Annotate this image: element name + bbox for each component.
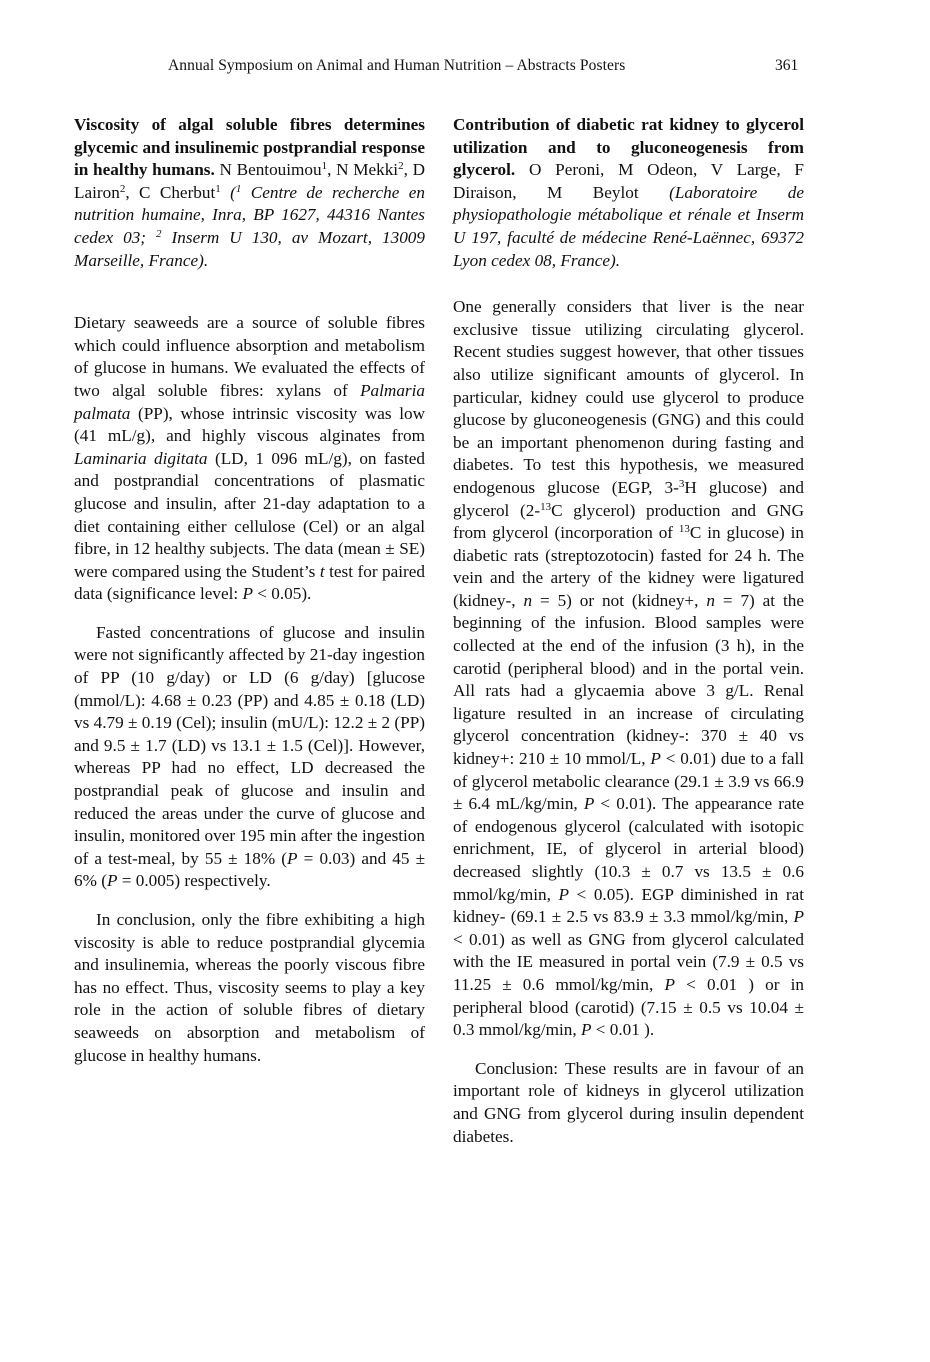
affiliation-open: ( <box>230 182 236 202</box>
isotope-superscript: 13 <box>540 500 552 513</box>
affiliation-text: Centre de recherche en nutrition humaine, Inra, BP 1627, 44316 Nantes cedex 03; <box>74 182 426 247</box>
text-run: Dietary seaweeds are a source of soluble fibres which could influence absorption and metabolism of glucose in humans. We evaluated the effects of two algal soluble fibres: xylans of <box>74 313 425 400</box>
affiliation-text: Inserm U 130, av Mozart, 13009 Marseille, France). <box>74 227 425 270</box>
abstract-left <box>74 114 425 1067</box>
text-run: One generally considers that liver is the near exclusive tissue utilizing circulating glycerol. Recent studies suggest however, that other tissues also utilize significant amounts of glycerol. In particular, kidney could use glycerol to produce glucose by gluconeogenesis (GNG) and this could be an important phenomenon during fasting and diabetes. To test this hypothesis, we measured endogenous glucose (EGP, 3- <box>453 297 804 497</box>
text-run: C glycerol) production and GNG from glycerol (incorporation of <box>453 500 804 543</box>
abstract-heading <box>453 114 804 272</box>
abstract-title: Contribution of diabetic rat kidney to glycerol utilization and to gluconeogenesis from glycerol. <box>453 115 804 180</box>
paragraph <box>453 296 804 1042</box>
text-run-italic: P <box>580 1020 592 1040</box>
text-run: = 5) or not (kidney+, <box>532 590 707 610</box>
text-run-italic: P <box>793 907 804 927</box>
abstract-heading <box>74 114 425 272</box>
text-run-italic: Laminaria digitata <box>74 448 208 468</box>
text-run: C in glucose) in diabetic rats (streptozotocin) fasted for 24 h. The vein and the artery of the kidney were ligatured (kidney-, <box>453 523 804 610</box>
text-run-italic: t <box>319 561 325 581</box>
text-run: (LD, 1 096 mL/g), on fasted and postprandial concentrations of plasmatic glucose and insulin, after 21-day adaptation to a diet containing either cellulose (Cel) or an algal fibre, in 12 healthy subjects. The data (mean ± SE) were compared using the Student’s <box>74 448 425 581</box>
text-run: < 0.05). EGP diminished in rat kidney- (69.1 ± 2.5 vs 83.9 ± 3.3 mmol/kg/min, <box>453 884 804 927</box>
paragraph: In conclusion, only the fibre exhibiting a high viscosity is able to reduce postprandial glycemia and insulinemia, whereas the poorly viscous fibre has no effect. Thus, viscosity seems to play a key role in the action of soluble fibres of dietary seaweeds on absorption and metabolism of glucose in healthy humans. <box>74 910 425 1065</box>
author-list: O Peroni, M Odeon, V Large, F Diraison, M Beylot <box>453 160 804 202</box>
page-number: 361 <box>775 57 799 74</box>
isotope-superscript: 3 <box>678 477 685 490</box>
running-header: Annual Symposium on Animal and Human Nutrition – Abstracts Posters <box>168 57 626 74</box>
text-run: = 0.03) and 45 ± 6% ( <box>74 848 425 891</box>
text-run: test for paired data (significance level: <box>74 561 425 604</box>
author-affil-marker: 2 <box>119 182 126 195</box>
text-run-italic: n <box>523 590 533 610</box>
author: , D Lairon <box>74 160 426 202</box>
text-run-italic: P <box>650 749 661 769</box>
author-affil-marker: 1 <box>321 160 328 173</box>
paragraph <box>74 312 425 606</box>
text-run: < 0.05). <box>252 584 312 604</box>
paragraph: Conclusion: These results are in favour of an important role of kidneys in glycerol utilization and GNG from glycerol during insulin dependent diabetes. <box>453 1058 804 1146</box>
text-run: Fasted concentrations of glucose and insulin were not significantly affected by 21-day ingestion of PP (10 g/day) or LD (6 g/day) [glucose (mmol/L): 4.68 ± 0.23 (PP) and 4.85 ± 0.18 (LD) vs 4.79 ± 0.19 (Cel); insulin (mU/L): 12.2 ± 2 (PP) and 9.5 ± 1.7 (LD) vs 13.1 ± 1.5 (Cel)]. However, whereas PP had no effect, LD decreased the postprandial peak of glucose and insulin and reduced the areas under the curve of glucose and insulin, monitored over 195 min after the ingestion of a test-meal, by 55 ± 18% ( <box>74 622 425 868</box>
paragraph <box>74 622 425 893</box>
text-run: < 0.01) due to a fall of glycerol metabolic clearance (29.1 ± 3.9 vs 66.9 ± 6.4 mL/kg/min, <box>453 749 805 814</box>
text-run: < 0.01) as well as GNG from glycerol calculated with the IE measured in portal vein (7.9 ± 0.5 vs 11.25 ± 0.6 mmol/kg/min, <box>453 929 804 994</box>
text-run-italic: P <box>583 794 595 814</box>
text-run: < 0.01 ) or in peripheral blood (carotid) (7.15 ± 0.5 vs 10.04 ± 0.3 mmol/kg/min, <box>453 974 804 1040</box>
text-run-italic: P <box>558 884 569 904</box>
author-affil-marker: 1 <box>215 182 221 195</box>
text-run-italic: P <box>664 974 675 994</box>
text-run-italic: P <box>106 871 118 891</box>
text-run: = 0.005) respectively. <box>117 871 271 891</box>
text-run-italic: Palmaria palmata <box>74 380 425 423</box>
text-run-italic: P <box>242 584 253 604</box>
abstract-right <box>453 114 804 1148</box>
author-affil-marker: 2 <box>398 160 404 173</box>
text-run: = 7) at the beginning of the infusion. Blood samples were collected at the end of the infusion (3 h), in the carotid (peripheral blood) and in the portal vein. All rats had a glycaemia above 3 g/L. Renal ligature resulted in an increase of circulating glycerol concentration (kidney-: 370 ± 40 vs kidney+: 210 ± 10 mmol/L, <box>453 590 804 769</box>
text-run-italic: n <box>706 590 715 610</box>
author: N Bentouimou <box>219 160 322 180</box>
affiliation: (Laboratoire de physiopathologie métabolique et rénale et Inserm U 197, faculté de médecine René-Laënnec, 69372 Lyon cedex 08, France). <box>453 182 804 270</box>
text-run: < 0.01 ). <box>591 1020 655 1040</box>
author: , C Cherbut <box>125 182 216 202</box>
author: , N Mekki <box>327 160 399 180</box>
affil-marker: 1 <box>235 182 242 195</box>
text-run-italic: P <box>287 848 298 868</box>
text-run: H glucose) and glycerol (2- <box>453 477 804 520</box>
isotope-superscript: 13 <box>678 523 690 536</box>
text-run: < 0.01). The appearance rate of endogenous glycerol (calculated with isotopic enrichment, IE, of glycerol in arterial blood) decreased slightly (10.3 ± 0.7 vs 13.5 ± 0.6 mmol/kg/min, <box>453 794 804 904</box>
text-run: (PP), whose intrinsic viscosity was low (41 mL/g), and highly viscous alginates from <box>74 403 425 446</box>
affil-marker: 2 <box>156 227 162 240</box>
abstract-title: Viscosity of algal soluble fibres determines glycemic and insulinemic postprandial response in healthy humans. <box>74 115 425 180</box>
